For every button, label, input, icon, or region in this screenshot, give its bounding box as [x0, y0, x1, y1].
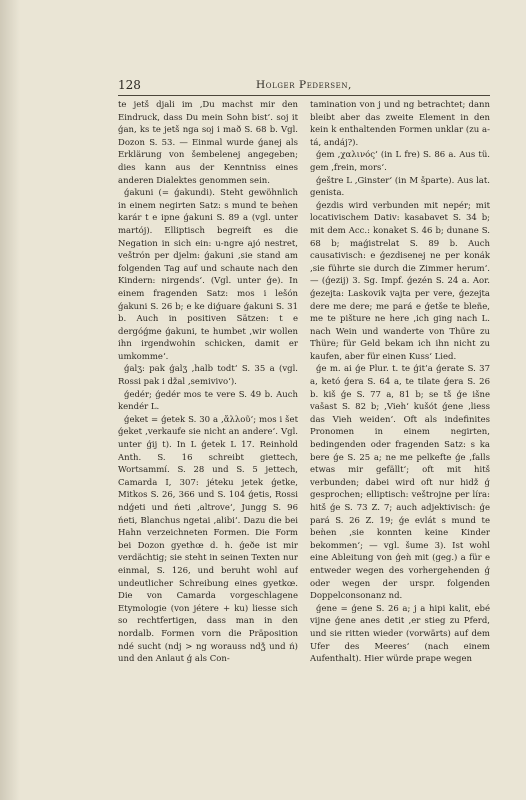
dictionary-entry: ǵe m. ai ǵe Plur. t. te ǵit’a ǵerate S. 37 a, ketó ǵera S. 64 a, te tilate ǵera S. 26 b. kiš ǵe S. 77 a, 81 b; se tš ǵe išne vašast S. 82 b; ‚Vieh‘ kušót ǵene ‚liess das Vieh weiden‘. Oft als indefinites Pronomen in einem negirten, bedingenden oder fragenden Satz: s ka bere ǵe S. 25 a; ne me pelkefte ǵe ‚falls etwas mir gefällt‘; oft mit hitš verbunden; dabei wird oft nur hidž ǵ gesprochen; elliptisch: veštrojne per líra: hitš ǵe S. 73 Z. 7; auch adjektivisch: ǵe pará S. 26 Z. 19; ǵe evlát s mund te beǹen ‚sie konnten keine Kinder bekommen‘; — vgl. šume 3). Ist wohl eine Ableitung von ǵeǹ mit (geg.) a für e entweder wegen des vorhergehenden ǵ oder wegen der urspr. folgenden Doppelconsonanz nd. — [310, 364, 490, 602]
dictionary-entry: ǵedér; ǵedér mos te vere S. 49 b. Auch kendér L. — [118, 389, 298, 413]
dictionary-entry: ǵeket = ǵetek S. 30 a ‚ἄλλοῦ‘; mos i šet ǵeket ‚verkaufe sie nicht an andere‘. Vgl. unter ǵij t). In L ǵetek L 17. Reinhold Anth. S. 16 schreibt giettech, Wortsammí. S. 28 und S. 5 jettech, Camarda I, 307: jéteku jetek ǵetke, Mitkos S. 26, 366 und S. 104 ǵetis, Rossi ndǵeti und ńeti ‚altrove‘, Jungg S. 96 ńeti, Blanchus ngetai ‚alibi‘. Dazu die bei Hahn verzeichneten Formen. Die Form bei Dozon gyethœ d. h. ǵeðe ist mir verdächtig; sie steht in seinen Texten nur einmal, S. 126, und beruht wohl auf undeutlicher Schreibung eines gyetkœ. Die von Camarda vorgeschlagene Etymologie (von jétere + ku) liesse sich so rechtfertigen, dass man in den nordalb. Formen vorn die Präposition ndé sucht (ndj > ng worauss ndǯ und ń) und den Anlaut ǵ als Con- — [118, 414, 298, 665]
dictionary-entry: tamination von j und ng betrachtet; dann bleibt aber das zweite Element in den kein k enthaltenden Formen unklar (zu a-tá, andáj?). — [310, 100, 490, 148]
running-header — [118, 78, 490, 92]
right-column — [310, 99, 490, 764]
left-column — [118, 99, 298, 764]
page-number: 128 — [118, 78, 141, 92]
dictionary-entry: ǵeštre L ‚Ginster‘ (in M šparte). Aus lat. genista. — [310, 175, 490, 199]
dictionary-entry: ǵakuni (= ǵakundi). Steht gewöhnlich in einem negirten Satz: s mund te beǹen karár t e ipne ǵakuni S. 89 a (vgl. unter martój). Elliptisch begreift es die Negation in sich ein: u-ngre ajó nestret, veštrón per djelm: ǵakuni ‚sie stand am folgenden Tag auf und schaute nach den Kindern: nirgends‘. (Vgl. unter ǵe). In einem fragenden Satz: mos i lešón ǵakuni S. 26 b; e ke diǵuare ǵakuni S. 31 b. Auch in positiven Sätzen: t e dergóǵme ǵakuni, te humbet ‚wir wollen ihn irgendwohin schicken, damit er umkomme‘. — [118, 188, 298, 362]
running-title: Holger Pedersen, — [256, 79, 352, 91]
dictionary-entry: ǵene = ǵene S. 26 a; j a hipi kalit, ebé vijne ǵene anes detit ‚er stieg zu Pferd, und sie ritten wieder (vorwärts) auf dem Ufer des Meeres‘ (nach einem Aufenthalt). Hier würde prape wegen — [310, 603, 490, 665]
dictionary-entry: te jetš djali im ‚Du machst mir den Eindruck, dass Du mein Sohn bist‘. soj it ǵan, ks te jetš nga soj i mað S. 68 b. Vgl. Dozon S. 53. — Einmal wurde ǵanej als Erklärung von šembelenej angegeben; dies kann aus der Kenntniss eines anderen Dialektes genommen sein. — [118, 100, 298, 186]
dictionary-entry: ǵalʒ: pak ǵalʒ ‚halb todt‘ S. 35 a (vgl. Rossi pak i džal ‚semivivo‘). — [118, 364, 298, 388]
header-rule — [118, 95, 490, 96]
dictionary-entry: ǵem ‚χαλινός‘ (in L fre) S. 86 a. Aus tü. gem ‚frein, mors‘. — [310, 150, 490, 173]
page-gutter-shadow — [0, 0, 20, 800]
dictionary-entry: ǵezdis wird verbunden mit nepér; mit locativischem Dativ: kasabavet S. 34 b; mit dem Acc.: konaket S. 46 b; dunane S. 68 b; maǵistrelat S. 89 b. Auch causativisch: e ǵezdisenej ne per konák ‚sie führte sie durch die Zimmer herum‘. — (ǵezij) 3. Sg. Impf. ǵezén S. 24 a. Aor. ǵezejta: Laskovik vajta per vere, ǵezejta dere me dere; me pará e ǵetše te bleñe, me te pišture ne here ‚ich ging nach L. nach Wein und wanderte von Thüre zu Thüre; für Geld bekam ich ihn nicht zu kaufen, aber für einen Kuss‘ Lied. — [310, 200, 490, 362]
